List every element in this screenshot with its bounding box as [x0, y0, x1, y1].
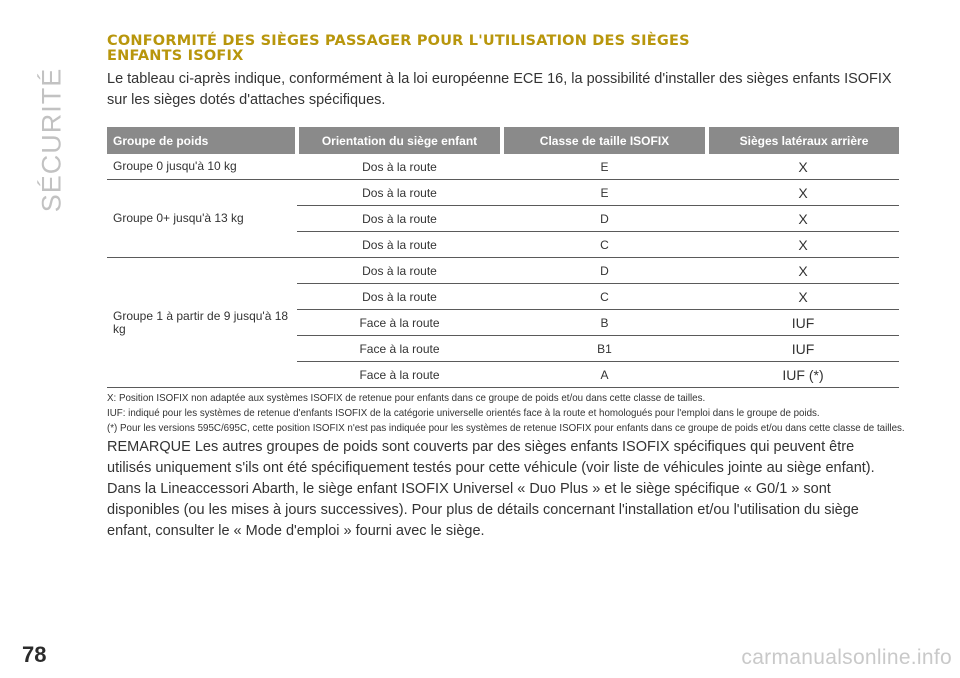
rear-seats-cell: X [707, 154, 899, 180]
orientation-cell: Dos à la route [297, 154, 502, 180]
orientation-cell: Dos à la route [297, 232, 502, 258]
rear-seats-cell: X [707, 258, 899, 284]
header-weight-group: Groupe de poids [107, 127, 297, 154]
title-line-1: CONFORMITÉ DES SIÈGES PASSAGER POUR L'UTILISATION DES SIÈGES [107, 33, 690, 49]
rear-seats-cell: IUF [707, 336, 899, 362]
note-x: X: Position ISOFIX non adaptée aux systèmes ISOFIX de retenue pour enfants dans ce groupe de poids et/ou dans cette classe de tailles. [107, 392, 706, 404]
size-class-cell: D [502, 206, 707, 232]
orientation-cell: Face à la route [297, 336, 502, 362]
size-class-cell: C [502, 232, 707, 258]
orientation-cell: Dos à la route [297, 180, 502, 206]
page-title [107, 34, 899, 64]
orientation-cell: Face à la route [297, 310, 502, 336]
table-row [107, 154, 899, 180]
rear-seats-cell: X [707, 232, 899, 258]
remark-paragraph: REMARQUE Les autres groupes de poids sont couverts par des sièges enfants ISOFIX spécifiques qui peuvent être utilisés uniquement s'ils ont été spécifiquement testés pour cette véhicule (voir liste de véhicules jointe au siège enfant). Dans la Lineaccessori Abarth, le siège enfant ISOFIX Universel « Duo Plus » et le siège spécifique « G0/1 » sont disponibles (ou les mises à jours successives). Pour plus de détails concernant l'installation et/ou l'utilisation du siège enfant, consulter le « Mode d'emploi » fourni avec le siège. [107, 439, 875, 539]
orientation-cell: Dos à la route [297, 258, 502, 284]
note-asterisk: (*) Pour les versions 595C/695C, cette position ISOFIX n'est pas indiquée pour les systèmes de retenue ISOFIX pour enfants dans ce groupe de poids et/ou dans cette classe de tailles. [107, 422, 905, 434]
orientation-cell: Dos à la route [297, 284, 502, 310]
header-rear-seats: Sièges latéraux arrière [707, 127, 899, 154]
rear-seats-cell: IUF (*) [707, 362, 899, 388]
size-class-cell: E [502, 154, 707, 180]
rear-seats-cell: X [707, 284, 899, 310]
weight-group-cell: Groupe 1 à partir de 9 jusqu'à 18 kg [107, 258, 297, 388]
table-row [107, 258, 899, 284]
size-class-cell: A [502, 362, 707, 388]
rear-seats-cell: X [707, 180, 899, 206]
size-class-cell: B [502, 310, 707, 336]
main-content [107, 33, 905, 542]
page-number: 78 [22, 642, 47, 667]
table-header-row [107, 127, 899, 154]
orientation-cell: Dos à la route [297, 206, 502, 232]
isofix-table [107, 127, 899, 388]
weight-group-cell: Groupe 0+ jusqu'à 13 kg [107, 180, 297, 258]
rear-seats-cell: IUF [707, 310, 899, 336]
watermark: carmanualsonline.info [741, 646, 952, 669]
note-iuf: IUF: indiqué pour les systèmes de retenue d'enfants ISOFIX de la catégorie universelle orientés face à la route et homologués pour l'emploi dans le groupe de poids. [107, 407, 820, 419]
section-label-text: SÉCURITÉ [36, 67, 67, 213]
rear-seats-cell: X [707, 206, 899, 232]
header-orientation: Orientation du siège enfant [297, 127, 502, 154]
size-class-cell: C [502, 284, 707, 310]
size-class-cell: B1 [502, 336, 707, 362]
section-label [24, 30, 80, 250]
header-size-class: Classe de taille ISOFIX [502, 127, 707, 154]
weight-group-cell: Groupe 0 jusqu'à 10 kg [107, 154, 297, 180]
intro-paragraph: Le tableau ci-après indique, conformément à la loi européenne ECE 16, la possibilité d'installer des sièges enfants ISOFIX sur les sièges dotés d'attaches spécifiques. [107, 71, 892, 108]
size-class-cell: E [502, 180, 707, 206]
title-line-2: ENFANTS ISOFIX [107, 48, 244, 64]
table-notes [107, 392, 905, 435]
orientation-cell: Face à la route [297, 362, 502, 388]
table-row [107, 180, 899, 206]
size-class-cell: D [502, 258, 707, 284]
